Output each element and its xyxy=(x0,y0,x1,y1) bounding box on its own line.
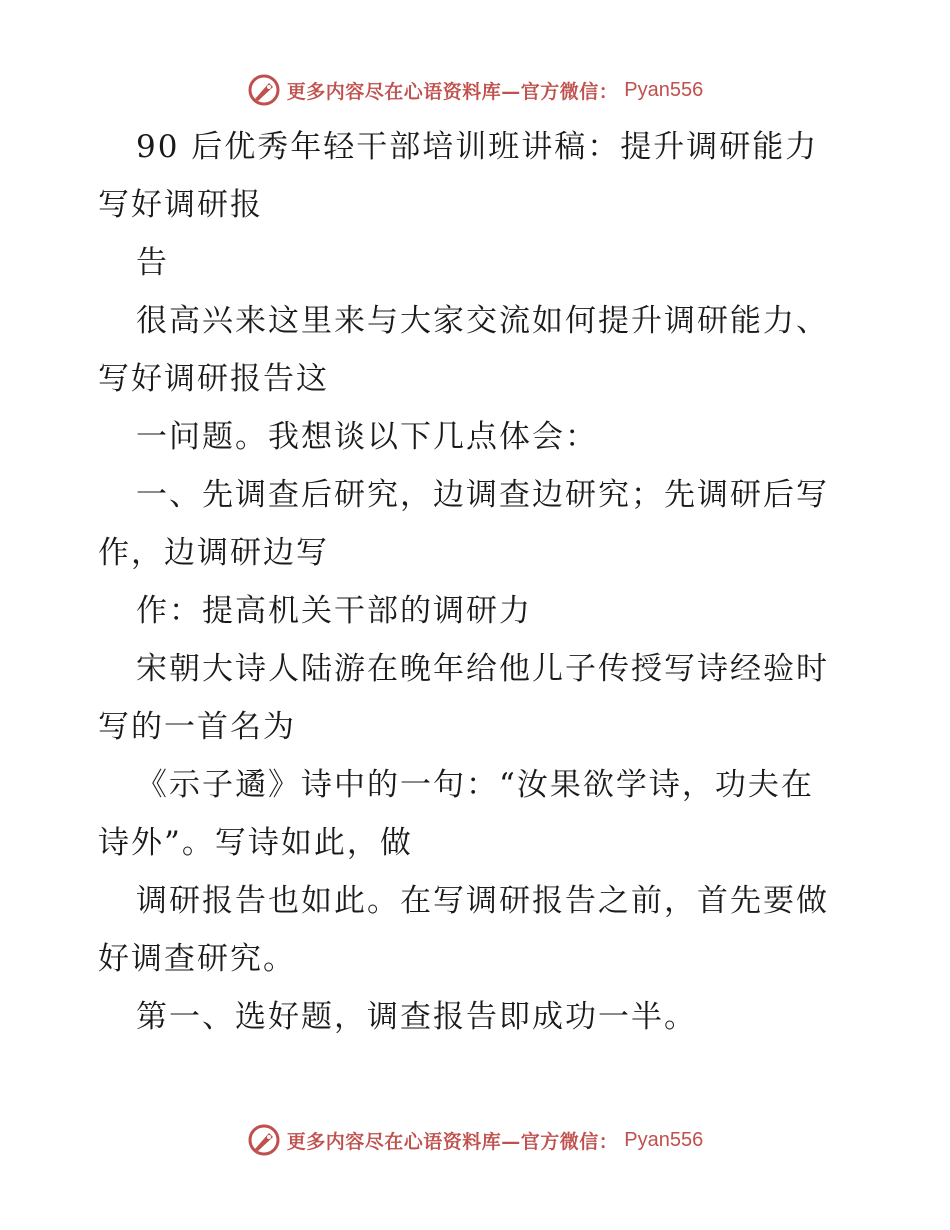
text-line: 很高兴来这里来与大家交流如何提升调研能力、 xyxy=(136,303,829,339)
text-line: 一、先调查后研究，边调查边研究；先调研后写 xyxy=(136,477,829,513)
text-line: 写的一首名为 xyxy=(98,709,296,745)
text-line: 《示子遹》诗中的一句：“汝果欲学诗，功夫在 xyxy=(136,767,814,803)
pen-nib-logo-icon xyxy=(247,73,281,107)
banner-wechat-id: Pyan556 xyxy=(624,78,704,101)
banner-wechat-id: Pyan556 xyxy=(624,1128,704,1151)
text-line: 告 xyxy=(136,245,169,281)
text-line: 90 后优秀年轻干部培训班讲稿：提升调研能力 xyxy=(136,129,819,165)
text-line: 诗外”。写诗如此，做 xyxy=(98,825,413,861)
text-line: 作：提高机关干部的调研力 xyxy=(136,593,532,629)
text-line: 宋朝大诗人陆游在晚年给他儿子传授写诗经验时 xyxy=(136,651,829,687)
pen-nib-logo-icon xyxy=(247,1123,281,1157)
text-line: 写好调研报告这 xyxy=(98,361,329,397)
text-line: 一问题。我想谈以下几点体会： xyxy=(136,419,598,455)
banner-text: 更多内容尽在心语资料库—官方微信： xyxy=(286,80,619,103)
header-banner xyxy=(0,70,950,110)
text-line: 写好调研报 xyxy=(98,187,263,223)
text-line: 作，边调研边写 xyxy=(98,535,329,571)
document-body xyxy=(98,118,858,1046)
text-line: 调研报告也如此。在写调研报告之前，首先要做 xyxy=(136,883,829,919)
banner-text: 更多内容尽在心语资料库—官方微信： xyxy=(286,1130,619,1153)
text-line: 第一、选好题，调查报告即成功一半。 xyxy=(136,999,697,1035)
text-line: 好调查研究。 xyxy=(98,941,296,977)
footer-banner xyxy=(0,1120,950,1160)
